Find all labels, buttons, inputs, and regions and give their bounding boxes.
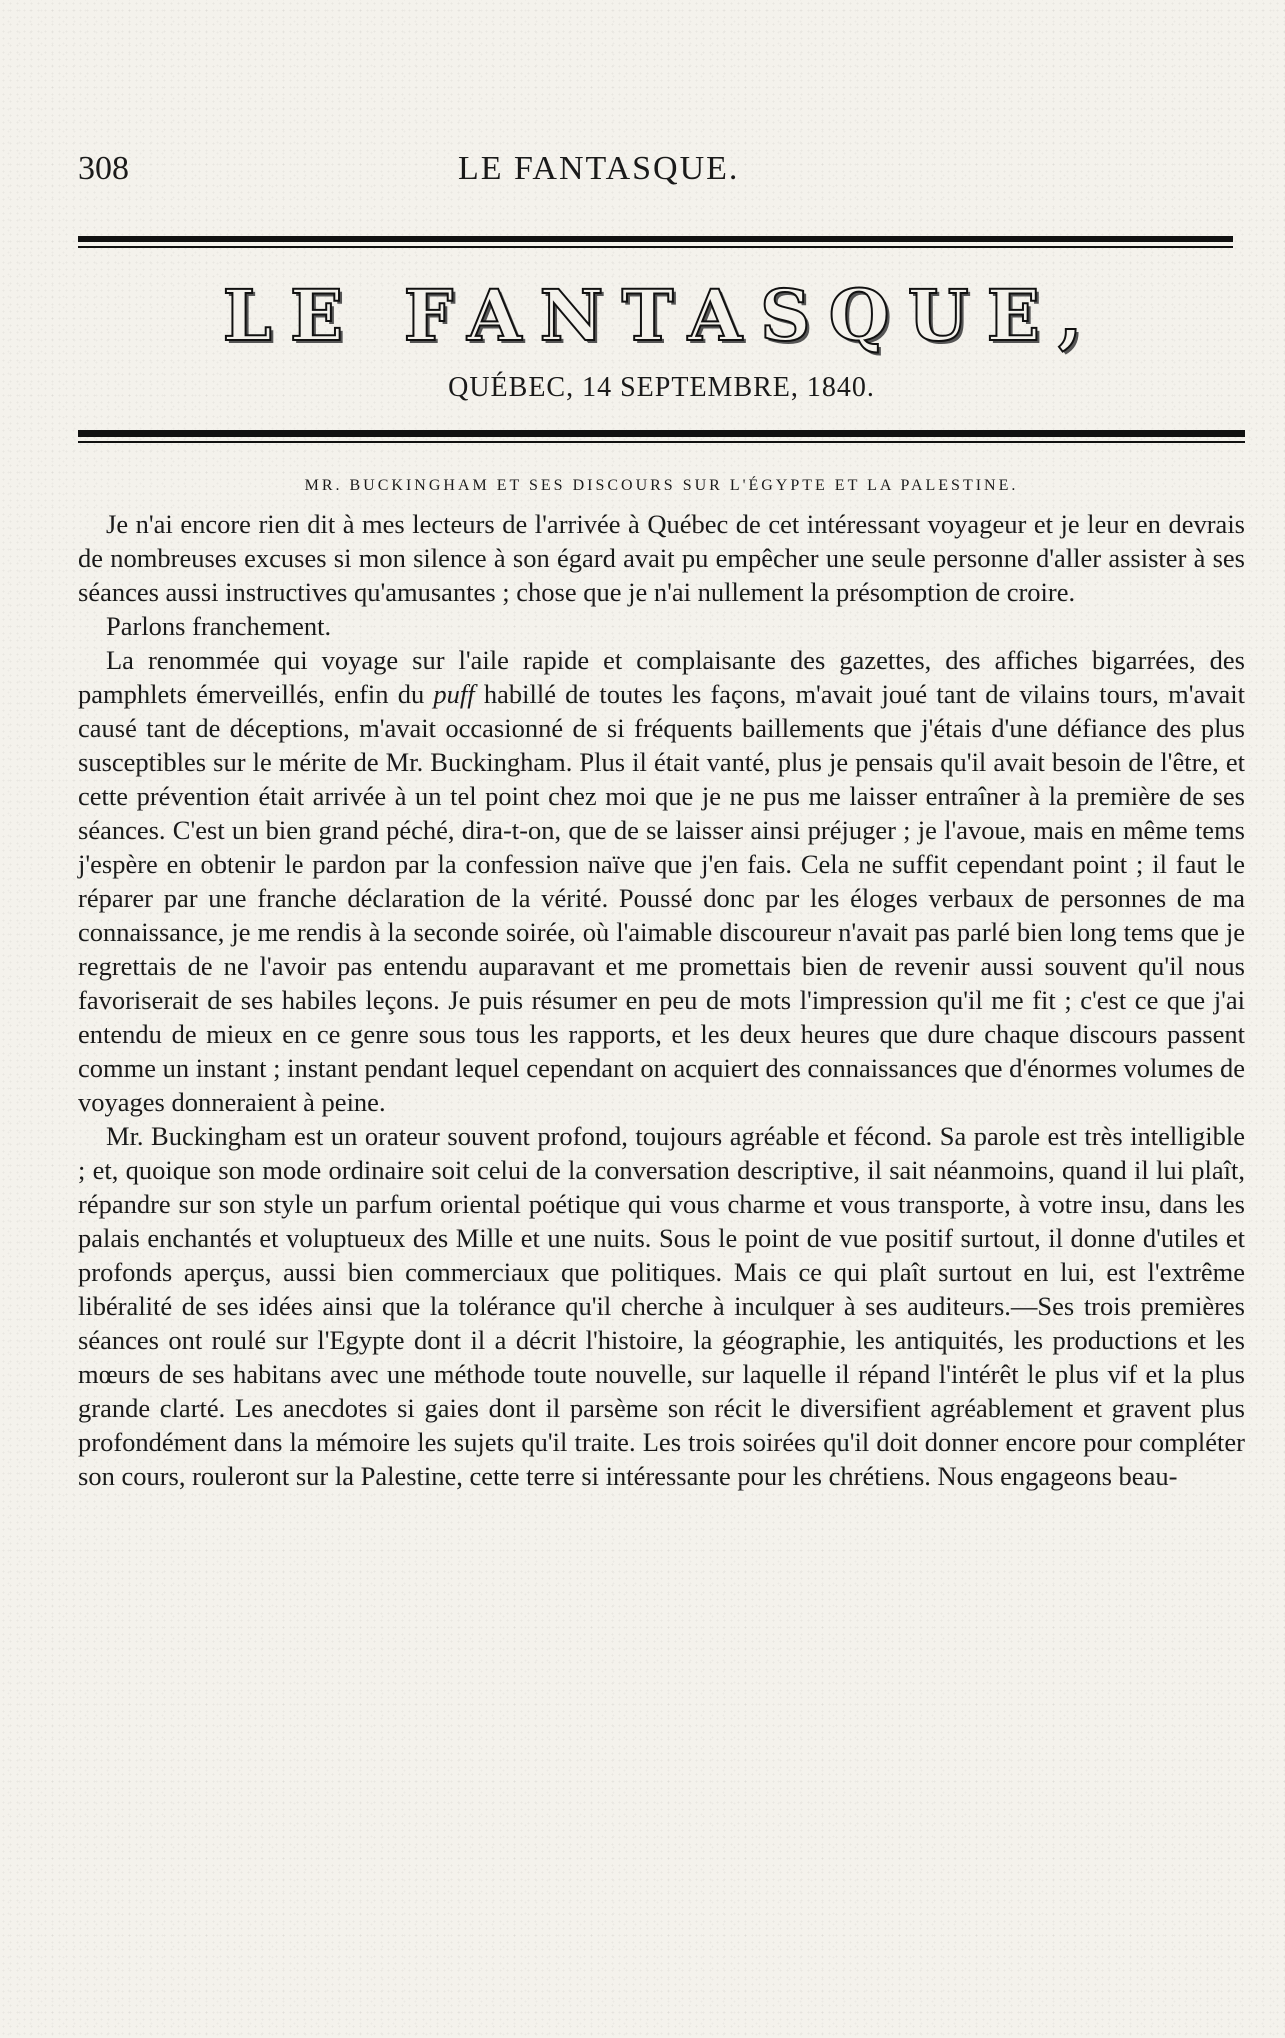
running-head bbox=[78, 150, 1245, 210]
header-rule bbox=[78, 236, 1233, 248]
paragraph: Parlons franchement. bbox=[106, 611, 332, 641]
paragraph: Je n'ai encore rien dit à mes lecteurs de l'arrivée à Québec de cet intéressant voyageur et je leur en devrais de nombreuses excuses si mon silence à son égard avait pu empêcher une seule personne d'aller assister à ses séances aussi instructives qu'amusantes ; chose que je n'ai nullement la présomption de croire. bbox=[78, 509, 1245, 607]
article-heading: MR. BUCKINGHAM ET SES DISCOURS SUR L'ÉGYPTE ET LA PALESTINE. bbox=[304, 477, 1019, 494]
running-title: LE FANTASQUE. bbox=[458, 150, 740, 187]
paragraph-rest: habillé de toutes les façons, m'avait joué tant de vilains tours, m'avait causé tant de déceptions, m'avait occasionné de si fréquents baillements que j'étais d'une défiance des plus susceptibles sur le mérite de Mr. Buckingham. Plus il était vanté, plus je pensais qu'il avait besoin de l'être, et cette prévention était arrivée à un tel point chez moi que je ne pus me laisser entraîner à la première de ses séances. C'est un bien grand péché, dira-t-on, que de se laisser ainsi préjuger ; je l'avoue, mais en même tems j'espère en obtenir le pardon par la confession naïve que j'en fais. Cela ne suffit cependant point ; il faut le réparer par une franche déclaration de la vérité. Poussé donc par les éloges verbaux de personnes de ma connaissance, je me rendis à la seconde soirée, où l'aimable discoureur n'avait pas parlé bien long tems que je regrettais de ne l'avoir pas entendu auparavant et me promettais bien de revenir aussi souvent qu'il nous favoriserait de ses habiles leçons. Je puis résumer en peu de mots l'impression qu'il me fit ; c'est ce que j'ai entendu de mieux en ce genre sous tous les rapports, et les deux heures que dure chaque discours passent comme un instant ; instant pendant lequel cependant on acquiert des connaissances que d'énormes volumes de voyages donneraient à peine. bbox=[78, 679, 1246, 1117]
masthead-rule bbox=[78, 430, 1245, 443]
italic-word: puff bbox=[433, 679, 475, 709]
paragraph bbox=[78, 643, 1245, 1119]
masthead-title: LE FANTASQUE, bbox=[222, 274, 1101, 357]
dateline: QUÉBEC, 14 SEPTEMBRE, 1840. bbox=[448, 372, 875, 403]
article-body bbox=[78, 507, 1245, 1493]
paragraph: Mr. Buckingham est un orateur souvent profond, toujours agréable et fécond. Sa parole est très intelligible ; et, quoique son mode ordinaire soit celui de la conversation descriptive, il sait néanmoins, quand il lui plaît, répandre sur son style un parfum oriental poétique qui vous charme et vous transporte, à votre insu, dans les palais enchantés et voluptueux des Mille et une nuits. Sous le point de vue positif surtout, il donne d'utiles et profonds aperçus, aussi bien commerciaux que politiques. Mais ce qui plaît surtout en lui, est l'extrême libéralité de ses idées ainsi que la tolérance qu'il cherche à inculquer à ses auditeurs.—Ses trois premières séances ont roulé sur l'Egypte dont il a décrit l'histoire, la géographie, les antiquités, les productions et les mœurs de ses habitans avec une méthode toute nouvelle, sur laquelle il répand l'intérêt le plus vif et la plus grande clarté. Les anecdotes si gaies dont il parsème son récit le diversifient agréablement et gravent plus profondément dans la mémoire les sujets qu'il traite. Les trois soirées qu'il doit donner encore pour compléter son cours, rouleront sur la Palestine, cette terre si intéressante pour les chrétiens. Nous engageons beau- bbox=[78, 1121, 1245, 1491]
page-number: 308 bbox=[78, 150, 129, 187]
paragraph-start: La renommée qui voyage sur l'aile rapide et complaisante des gazettes, des affiches bigarrées, des pamphlets émerveillés, enfin du bbox=[78, 645, 1245, 709]
